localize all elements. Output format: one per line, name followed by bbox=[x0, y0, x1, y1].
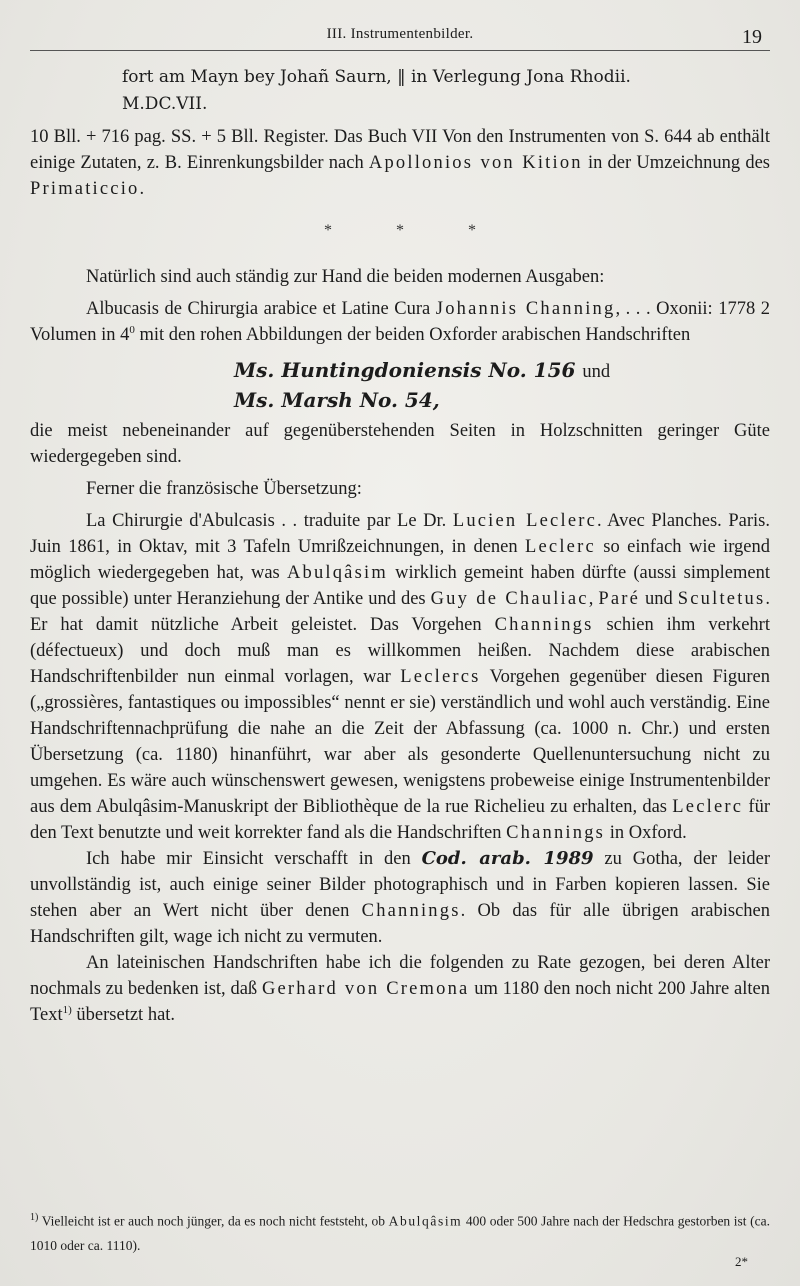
paragraph-french-translation: Ferner die französische Übersetzung: bbox=[86, 479, 362, 499]
text-span: und bbox=[640, 589, 678, 609]
manuscript-line-1 bbox=[30, 356, 770, 386]
text-span: so einfach wie irgend möglich wiedergegeben hat, was bbox=[30, 537, 770, 583]
person-name: Leclerc bbox=[672, 797, 744, 817]
superscript: 0 bbox=[129, 323, 135, 336]
page-number: 19 bbox=[742, 26, 762, 48]
manuscript-line-2 bbox=[30, 386, 770, 414]
text-span: . Avec Planches. Paris. Juin 1861, in Oktav, mit 3 Tafeln Umrißzeichnungen, in denen bbox=[30, 511, 770, 557]
text-span: Albucasis de Chirurgia arabice et Latine Cura bbox=[86, 299, 436, 319]
text-span: La Chirurgie d'Abulcasis . . traduite par Le Dr. bbox=[86, 511, 453, 531]
person-name: Primaticcio bbox=[30, 179, 140, 199]
manuscript-title: Ms. Huntingdoniensis No. 156 bbox=[234, 358, 576, 382]
paragraph-latin-manuscripts bbox=[30, 950, 770, 1028]
text-span: Vielleicht ist er auch noch jünger, da es noch nicht feststeht, ob bbox=[38, 1213, 389, 1229]
imprint bbox=[30, 64, 770, 118]
paragraph-edition-details bbox=[30, 124, 770, 202]
person-name: Abulqâsim bbox=[388, 1213, 463, 1229]
text-span: wirklich gemeint haben dürfte (aussi simplement que possible) unter Heranziehung der Antike und des bbox=[30, 563, 771, 609]
person-name: Johannis Channing bbox=[435, 299, 616, 319]
text-span: für den Text benutzte und weit korrekter fand als die Handschriften bbox=[30, 797, 771, 843]
person-name: Channings bbox=[506, 823, 606, 843]
person-name: Gerhard von Cremona bbox=[261, 979, 470, 999]
text-span: , bbox=[588, 589, 599, 609]
manuscript-title: Ms. Marsh No. 54, bbox=[234, 388, 440, 412]
person-name: Scultetus bbox=[677, 589, 766, 609]
running-head bbox=[30, 24, 770, 51]
imprint-line-1: fort am Mayn bey Johañ Saurn, ‖ in Verlegung Jona Rhodii. bbox=[122, 67, 631, 87]
text-span: Ich habe mir Einsicht verschafft in den bbox=[86, 849, 422, 869]
footnote bbox=[30, 1206, 770, 1258]
main-text bbox=[30, 64, 770, 1028]
manuscript-list bbox=[30, 356, 770, 414]
text-span: um 1180 den noch nicht 200 Jahre alten Text bbox=[30, 979, 770, 1025]
footnote-reference: 1) bbox=[62, 1003, 72, 1016]
footnote-mark: 1) bbox=[30, 1212, 39, 1223]
person-name: Channings bbox=[494, 615, 594, 635]
paragraph-channing bbox=[30, 296, 770, 348]
person-name: Leclercs bbox=[400, 667, 481, 687]
conjunction: und bbox=[582, 362, 611, 382]
text-span: . bbox=[139, 179, 145, 199]
text-span: An lateinischen Handschriften habe ich die folgenden zu Rate gezogen, bei deren Alter nochmals zu bedenken ist, daß bbox=[30, 953, 770, 999]
text-span: . Er hat damit nützliche Arbeit geleistet. Das Vorgehen bbox=[30, 589, 771, 635]
text-span: 400 oder 500 Jahre nach der Hedschra gestorben ist (ca. 1010 oder ca. 1110). bbox=[30, 1213, 770, 1253]
person-name: Abulqâsim bbox=[286, 563, 388, 583]
running-title: III. Instrumentenbilder. bbox=[326, 26, 474, 42]
signature-mark: 2* bbox=[735, 1254, 748, 1269]
codex-title: Cod. arab. 1989 bbox=[421, 848, 594, 869]
section-divider: * * * bbox=[324, 222, 476, 239]
person-name: Apollonios von Kition bbox=[368, 153, 583, 173]
person-name: Channings bbox=[361, 901, 461, 921]
paragraph-gotha-codex bbox=[30, 846, 770, 950]
text-span: zu Gotha, der leider unvollständig ist, auch einige seiner Bilder photographisch und in Farben kopieren lassen. Sie stehen aber an Wert nicht über denen bbox=[30, 849, 770, 921]
person-name: Guy de Chauliac bbox=[430, 589, 589, 609]
text-span: . Ob das für alle übrigen arabischen Handschriften gilt, wage ich nicht zu vermuten. bbox=[30, 901, 771, 947]
text-span: 10 Bll. + 716 pag. SS. + 5 Bll. Register. Das Buch VII Von den Instrumenten von S. 644 ab enthält einige Zutaten, z. B. Einrenkungsbilder nach bbox=[30, 127, 770, 173]
text-span: übersetzt hat. bbox=[71, 1005, 176, 1025]
text-span: Vorgehen gegenüber diesen Figuren („grossières, fantastiques ou impossibles“ nennt er sie) verständlich und wohl auch verständig. Eine Handschriftennachprüfung die nahe an die Zeit der Abfassung (ca. 1000 n. Chr.) und ersten Übersetzung (ca. 1180) hinanführt, war aber als gesonderte Quellenuntersuchung nicht zu umgehen. Es wäre auch wünschenswert gewesen, wenigstens probeweise einige Instrumentenbilder aus dem Abulqâsim-Manuskript der Bibliothèque de la rue Richelieu zu erhalten, das bbox=[30, 667, 770, 817]
person-name: Paré bbox=[598, 589, 640, 609]
paragraph-woodcuts: die meist nebeneinander auf gegenüberstehenden Seiten in Holzschnitten geringer Güte wiedergegeben sind. bbox=[30, 421, 770, 467]
person-name: Lucien Leclerc bbox=[452, 511, 597, 531]
paragraph-leclerc bbox=[30, 508, 770, 846]
person-name: Leclerc bbox=[525, 537, 596, 557]
text-span: in Oxford. bbox=[605, 823, 687, 843]
text-span: in der Umzeichnung des bbox=[582, 153, 770, 173]
paragraph-modern-editions: Natürlich sind auch ständig zur Hand die beiden modernen Ausgaben: bbox=[86, 267, 605, 287]
text-span: , . . . Oxonii: 1778 2 Volumen in 4 bbox=[30, 299, 771, 345]
text-span: schien ihm verkehrt (défectueux) und doch muß man es willkommen heißen. Nachdem diese arabischen Handschriftenbilder nun einmal vorlagen, war bbox=[30, 615, 770, 687]
imprint-line-2: M.DC.VII. bbox=[122, 94, 208, 114]
text-span: mit den rohen Abbildungen der beiden Oxforder arabischen Handschriften bbox=[134, 325, 691, 345]
